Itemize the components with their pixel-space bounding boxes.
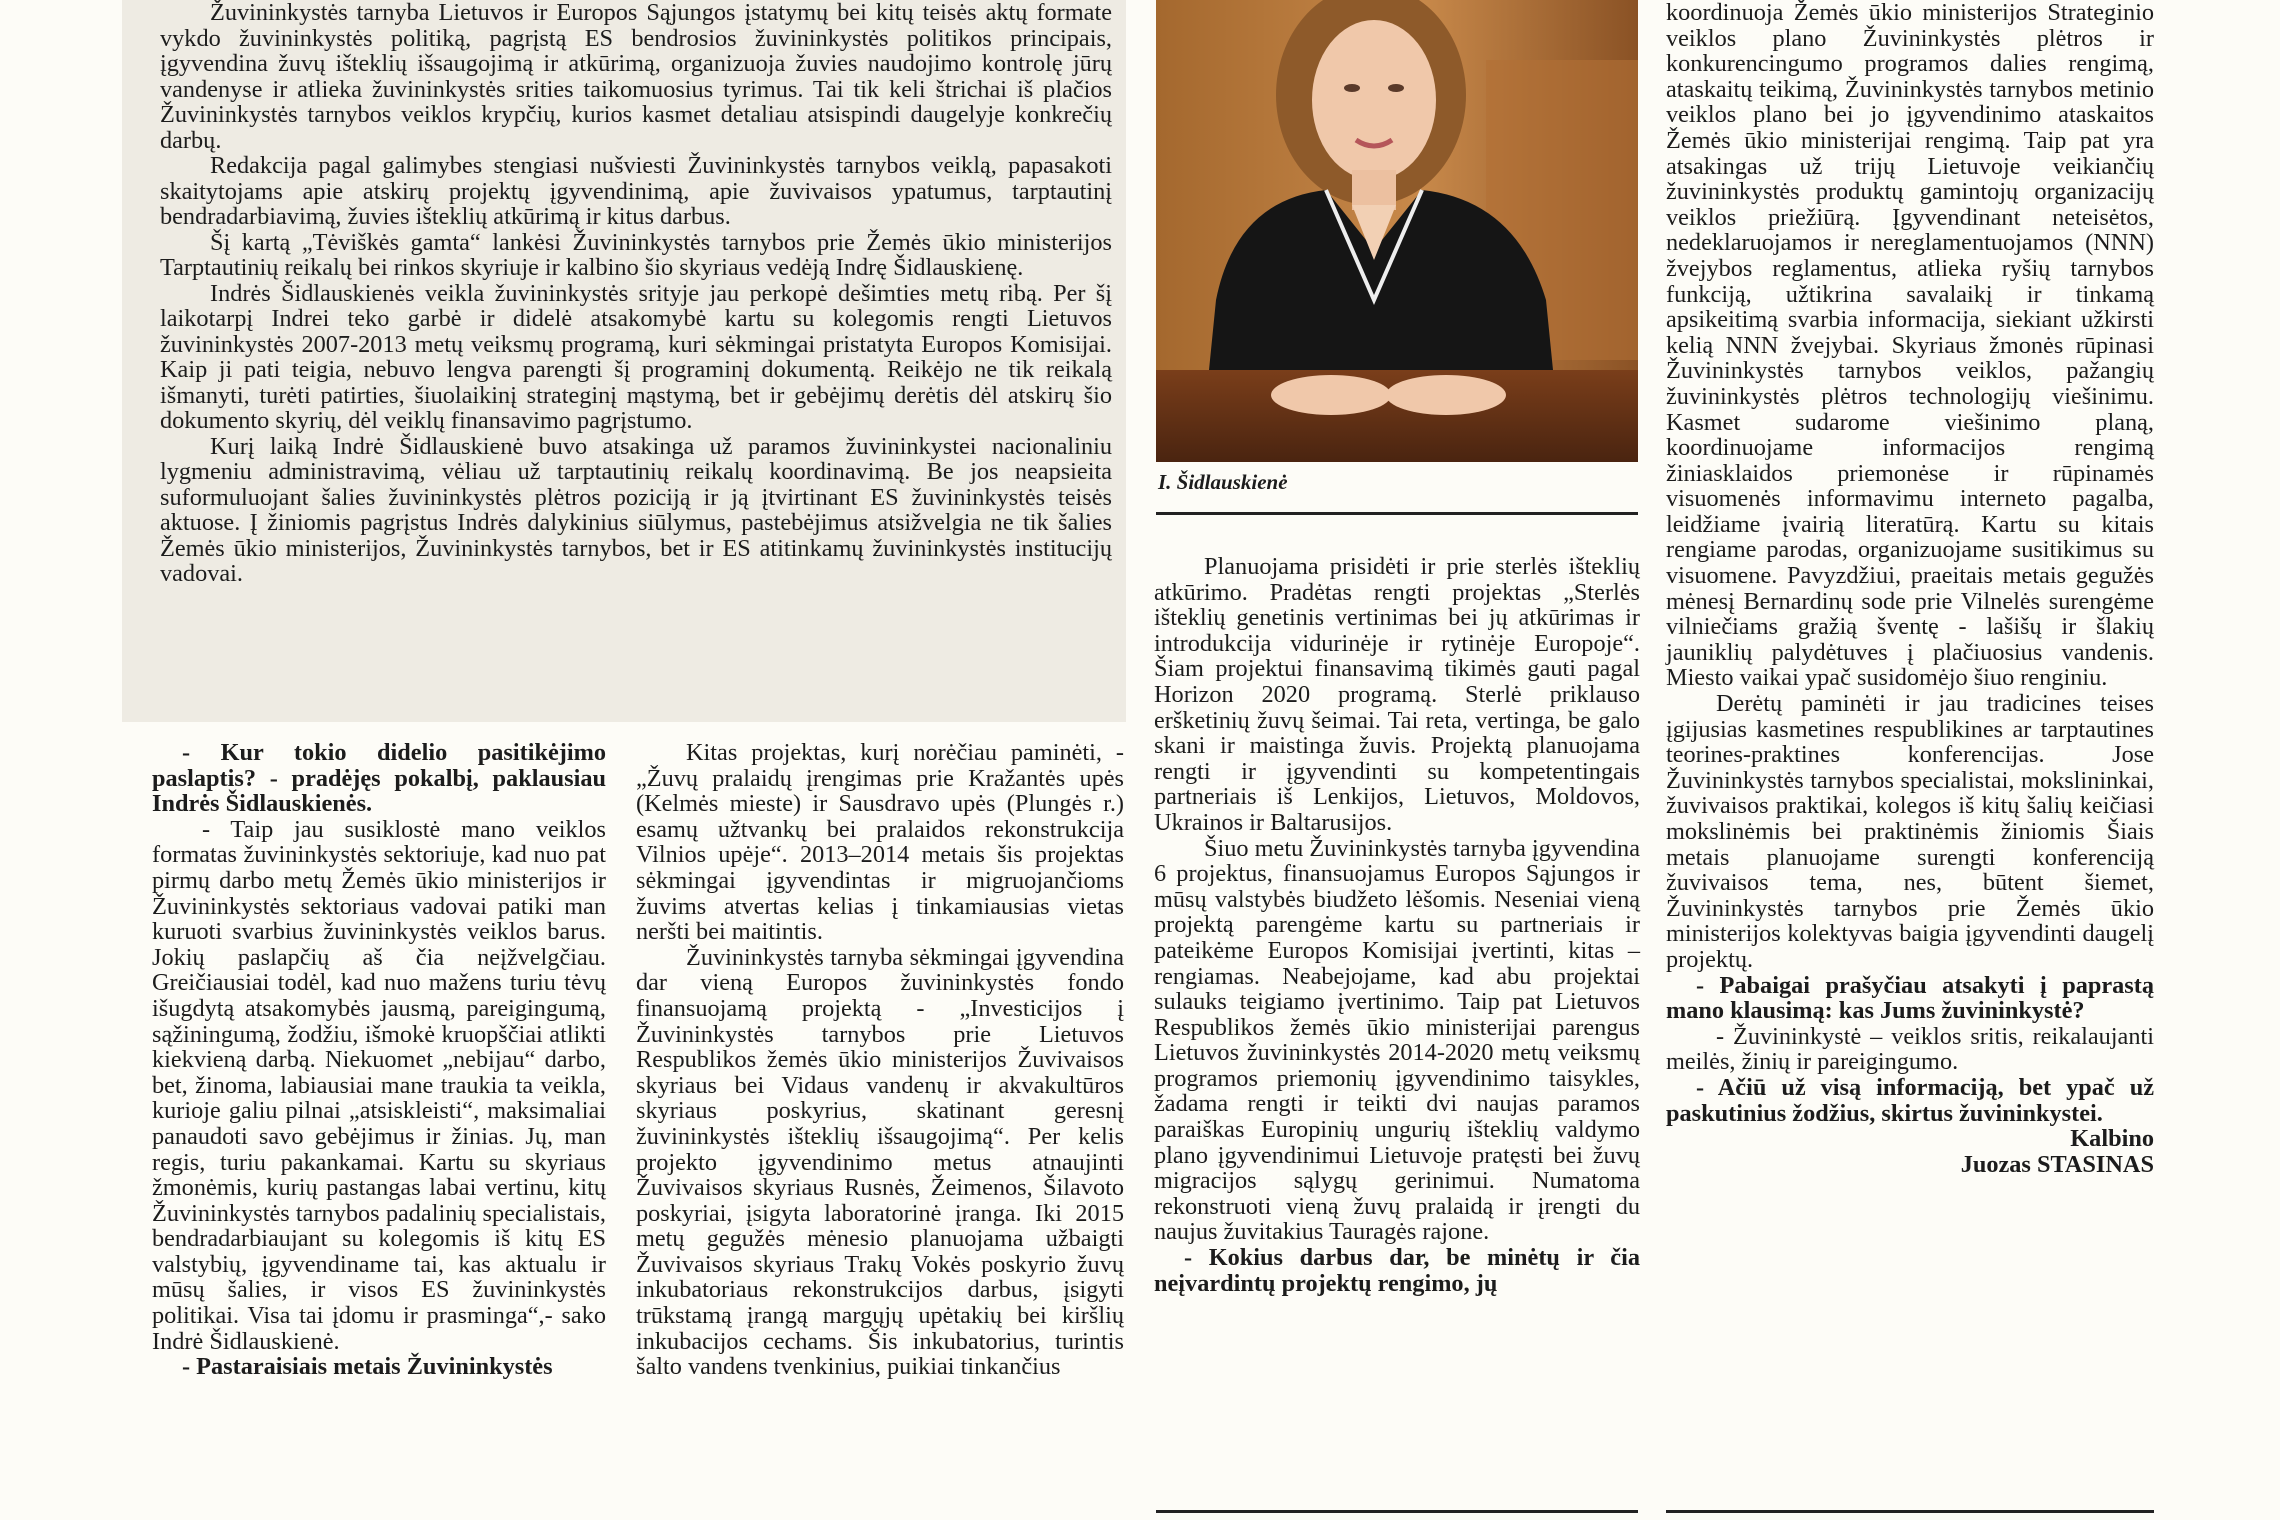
intro-paragraph: Šį kartą „Tėviškės gamta“ lankėsi Žuvininkystės tarnybos prie Žemės ūkio ministerijos Tarptautinių reikalų bei rinkos skyriuje ir kalbino šio skyriaus vedėją Indrę Šidlauskienę. [160, 228, 1112, 281]
photo-caption: I. Šidlauskienė [1158, 470, 1288, 494]
bottom-rule-right [1666, 1510, 2154, 1513]
body-paragraph: Kitas projektas, kurį norėčiau paminėti, - „Žuvų pralaidų įrengimas prie Kražantės upės (Kelmės mieste) ir Sausdravo upės (Plungės r.) esamų užtvankų bei pralaidos rekonstrukcija Vilnios upėje“. 2013–2014 metais šis projektas sėkmingai įgyvendintas ir migruojančioms žuvims atvertas kelias į tinkamiausias vietas neršti bei maitintis. [636, 739, 1124, 946]
intro-paragraph: Redakcija pagal galimybes stengiasi nušviesti Žuvininkystės tarnybos veiklą, papasakoti skaitytojams apie atskirų projektų įgyvendinimą, apie žuvivaisos ypatumus, tarptautinį bendradarbiavimą, žuvies išteklių atkūrimą ir kitus darbus. [160, 152, 1112, 230]
interview-question: - Pabaigai prašyčiau atsakyti į paprastą mano klausimą: kas Jums žuvininkystė? [1666, 971, 2154, 1025]
interview-answer: - Taip jau susiklostė mano veiklos formatas žuvininkystės sektoriuje, kad nuo pat pirmų darbo metų Žemės ūkio ministerijos ir Žuvininkystės sektoriaus vadovai patiki man kuruoti svarbius žuvininkystės veiklos barus. Jokių paslapčių aš čia neįžvelgčiau. Greičiausiai todėl, kad nuo mažens turiu tėvų išugdytą atsakomybės jausmą, pareigingumą, sąžiningumą, žodžiu, išmokė kruopščiai atlikti kiekvieną darbą. Niekuomet „nebijau“ darbo, bet, žinoma, labiausiai mane traukia ta veikla, kurioje galiu pilnai „atsiskleisti“, maksimaliai panaudoti savo gebėjimus ir žinias. Jų, man regis, turiu pakankamai. Kartu su skyriaus žmonėmis, kurių pastangas labai vertinu, kitų Žuvininkystės tarnybos padalinių specialistais, bendradarbiaujant su kolegomis iš kitų ES valstybių, įgyvendiname tai, kas aktualu ir mūsų šalies, ir visos ES žuvininkystės politikai. Visa tai įdomu ir prasminga“,- sako Indrė Šidlauskienė. [152, 815, 606, 1355]
signature-name: Juozas STASINAS [1960, 1151, 2154, 1179]
column-3 [1154, 554, 1640, 1296]
bottom-rule [1156, 1510, 1638, 1513]
body-paragraph: Derėtų paminėti ir jau tradicines teises įgijusias kasmetines respublikines ar tarptautines teorines-praktines konferencijas. Jose Žuvininkystės tarnybos specialistai, mokslininkai, žuvivaisos praktikai, kolegos iš kitų šalių keičiasi mokslinėmis bei praktinėmis žiniomis Šiais metais planuojame surengti konferenciją žuvivaisos tema, nes, būtent šiemet, Žuvininkystės tarnybos prie Žemės ūkio ministerijos kolektyvas baigia įgyvendinti daugelį projektų. [1666, 690, 2154, 973]
interview-question: - Kur tokio didelio pasitikėjimo paslaptis? - pradėjęs pokalbį, paklausiau Indrės Šidlauskienės. [152, 739, 606, 818]
interview-question: - Kokius darbus dar, be minėtų ir čia neįvardintų projektų rengimo, jų [1154, 1244, 1640, 1297]
interview-question: - Pastaraisiais metais Žuvininkystės [182, 1353, 553, 1381]
column-1 [152, 740, 606, 1380]
closing-thanks: - Ačiū už visą informaciją, bet ypač už paskutinius žodžius, skirtus žuvininkystei. [1666, 1073, 2154, 1127]
intro-text [160, 0, 1112, 587]
body-paragraph: Žuvininkystės tarnyba sėkmingai įgyvendina dar vieną Europos žuvininkystės fondo finansuojamą projektą - „Investicijos į Žuvininkystės tarnybos prie Lietuvos Respublikos žemės ūkio ministerijos Žuvivaisos skyriaus bei Vidaus vandenų ir akvakultūros skyriaus poskyrius, skatinant geresnį žuvininkystės išteklių išsaugojimą“. Per kelis projekto įgyvendinimo metus atnaujinti Žuvivaisos skyriaus Rusnės, Žeimenos, Šilavoto poskyriai, įsigyta laboratorinė įranga. Iki 2015 metų gegužės mėnesio planuojama užbaigti Žuvivaisos skyriaus Trakų Vokės poskyrio žuvų inkubatoriaus rekonstrukcijos darbus, įsigyti trūkstamą įrangą margųjų upėtakių bei kiršlių inkubacijos cechams. Šis inkubatorius, turintis šalto vandens tvenkinius, puikiai tinkančius [636, 943, 1124, 1381]
intro-paragraph: Žuvininkystės tarnyba Lietuvos ir Europos Sąjungos įstatymų bei kitų teisės aktų formate vykdo žuvininkystės politiką, pagrįstą ES bendrosios žuvininkystės politikos principais, įgyvendina žuvų išteklių išsaugojimą ir atkūrimą, organizuoja žuvies naudojimo kontrolę jūrų vandenyse ir atlieka žuvininkystės srities taikomuosius tyrimus. Tai tik keli štrichai iš plačios Žuvininkystės tarnybos veiklos krypčių, kurios kasmet detaliau atsispindi daugelyje konkrečių darbų. [160, 0, 1112, 154]
portrait-photo [1156, 0, 1638, 462]
divider [1156, 512, 1638, 515]
intro-paragraph: Kurį laiką Indrė Šidlauskienė buvo atsakinga už paramos žuvininkystei nacionaliniu lygmeniu administravimą, vėliau už tarptautinių reikalų koordinavimą. Be jos neapsieita suformuluojant šalies žuvininkystės plėtros poziciją ir ją įtvirtinant ES žuvininkystės teisės aktuose. Į žiniomis pagrįstus Indrės dalykinius siūlymus, pastebėjimus atsižvelgia ne tik šalies Žemės ūkio ministerijos, Žuvininkystės tarnybos, bet ir ES atitinkamų žuvininkystės institucijų vadovai. [160, 432, 1112, 587]
column-2 [636, 740, 1124, 1380]
intro-paragraph: Indrės Šidlauskienės veikla žuvininkystės srityje jau perkopė dešimties metų ribą. Per šį laikotarpį Indrei teko garbė ir didelė atsakomybė kartu su kolegomis rengti Lietuvos žuvininkystės 2007-2013 metų veiksmų programą, kuri sėkmingai pristatyta Europos Komisijai. Kaip ji pati teigia, nebuvo lengva parengti šį programinį dokumentą. Reikėjo ne tik reikalą išmanyti, turėti patirties, šiuolaikinį strateginį mąstymą, bet ir gebėjimų derėtis dėl atskirų šio dokumento skyrių, dėl veiklų finansavimo pagrįstumo. [160, 279, 1112, 434]
body-paragraph: Planuojama prisidėti ir prie sterlės išteklių atkūrimo. Pradėtas rengti projektas „Sterlės išteklių genetinis vertinimas bei jų atkūrimas ir introdukcija vidurinėje ir rytinėje Europoje“. Šiam projektui finansavimą tikimės gauti pagal Horizon 2020 programą. Sterlė priklauso eršketinių žuvų šeimai. Tai reta, vertinga, be galo skani ir maistinga žuvis. Projektą planuojama rengti ir įgyvendinti su kompetentingais partneriais iš Lenkijos, Lietuvos, Moldovos, Ukrainos ir Baltarusijos. [1154, 553, 1640, 836]
signature-label: Kalbino [2070, 1125, 2154, 1153]
interview-answer: - Žuvininkystė – veiklos sritis, reikalaujanti meilės, žinių ir pareigingumo. [1666, 1022, 2154, 1076]
body-paragraph: Šiuo metu Žuvininkystės tarnyba įgyvendina 6 projektus, finansuojamus Europos Sąjungos ir mūsų valstybės biudžeto lėšomis. Neseniai vieną projektą parengėme kartu su partneriais ir pateikėme Europos Komisijai įvertinti, kitas – rengiamas. Neabejojame, kad abu projektai sulauks teigiamo įvertinimo. Taip pat Lietuvos Respublikos žemės ūkio ministerijai parengus Lietuvos žuvininkystės 2014-2020 metų veiksmų programos priemonių įgyvendinimo taisykles, žadama rengti ir teikti dvi naujas paramos paraiškas Europinių ungurių išteklių valdymo plano įgyvendinimui Lietuvoje pratęsti bei žuvų migracijos sąlygų gerinimui. Numatoma rekonstruoti vieną žuvų pralaidą ir įrengti du naujus žuvitakius Tauragės rajone. [1154, 834, 1640, 1246]
body-paragraph: koordinuoja Žemės ūkio ministerijos Strateginio veiklos plano Žuvininkystės plėtros ir konkurencingumo programos dalies rengimą, ataskaitų teikimą, Žuvininkystės tarnybos metinio veiklos plano bei jo įgyvendinimo ataskaitos Žemės ūkio ministerijai rengimą. Taip pat yra atsakingas už trijų Lietuvoje veikiančių žuvininkystės produktų gamintojų organizacijų veiklos priežiūrą. Įgyvendinant neteisėtos, nedeklaruojamos ir nereglamentuojamos (NNN) žvejybos reglamentus, atlieka ryšių tarnybos funkciją, užtikrina savalaikį ir tinkamą apsikeitimą svarbia informacija, siekiant užkirsti kelią NNN žvejybai. Skyriaus žmonės rūpinasi Žuvininkystės tarnybos veiklos, pažangių žuvininkystės plėtros technologijų viešinimu. Kasmet sudarome viešinimo planą, koordinuojame informacijos rengimą žiniasklaidos priemonėse ir rūpinamės visuomenės informavimu interneto pagalba, leidžiame įvairią literatūrą. Kartu su kitais rengiame parodas, organizuojame susitikimus su visuomene. Pavyzdžiui, praeitais metais gegužės mėnesį Bernardinų sode prie Vilnelės surengėme vilniečiams gražią šventę - lašišų ir šlakių jauniklių palydėtuves į plačiuosius vandenis. Miesto vaikai ypač susidomėjo šiuo renginiu. [1666, 0, 2154, 692]
column-4 [1666, 0, 2154, 1178]
